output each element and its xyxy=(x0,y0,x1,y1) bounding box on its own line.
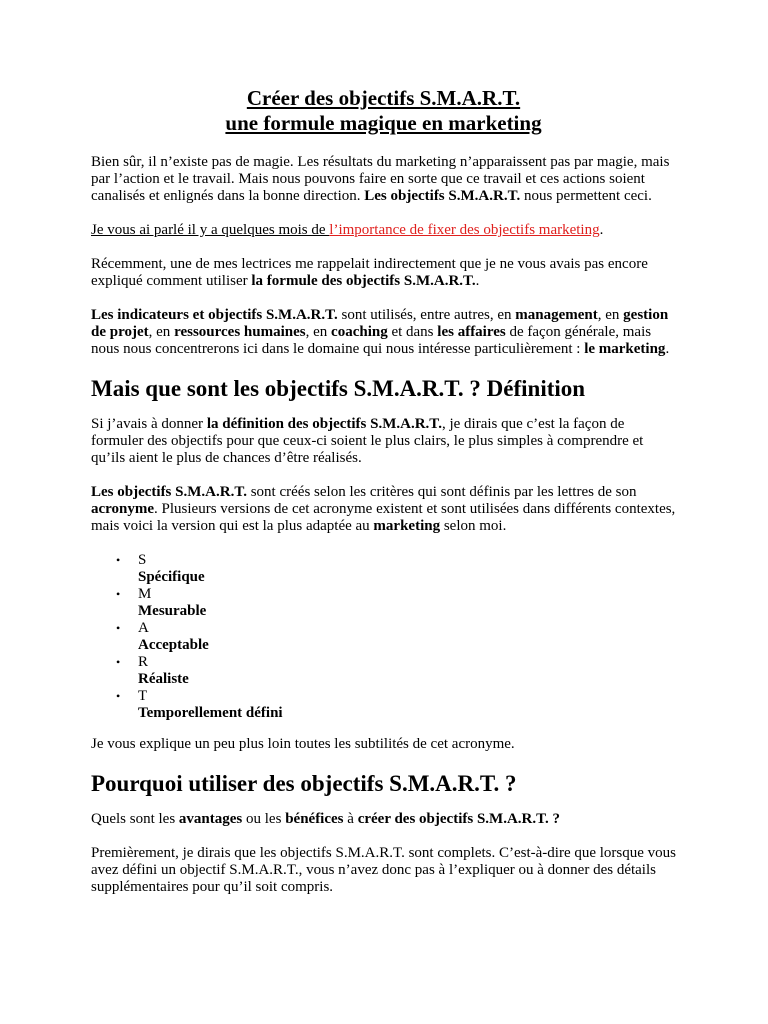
acronym-word: Mesurable xyxy=(138,603,207,619)
recent-text: Récemment, une de mes lectrices me rappelait indirectement que je ne vous avais pas encore expliqué comment utiliser xyxy=(91,256,648,289)
criteria-text-1: sont créés selon les critères qui sont définis par les lettres de son xyxy=(246,484,637,500)
indicators-text-6: de façon générale, mais nous nous concentrerons ici dans le domaine qui nous intéresse particulièrement : xyxy=(91,324,652,357)
indicators-text-4: , en xyxy=(305,324,332,340)
indicators-text-2: , en xyxy=(597,307,624,323)
smart-acronym-list xyxy=(91,552,676,722)
indicators-bold-7: le marketing xyxy=(584,341,666,357)
intro-bold: Les objectifs S.M.A.R.T. xyxy=(364,188,521,204)
title-line-1: Créer des objectifs S.M.A.R.T. xyxy=(246,86,521,110)
document-content xyxy=(91,86,676,913)
criteria-text-2: . Plusieurs versions de cet acronyme existent et sont utilisées dans différents contextes, mais voici la version qui est la plus adaptée au xyxy=(91,501,676,534)
definition-bold: la définition des objectifs S.M.A.R.T. xyxy=(206,416,442,432)
acronym-word: Spécifique xyxy=(138,569,205,585)
question-bold-2: bénéfices xyxy=(285,811,344,827)
bullet-icon: • xyxy=(116,655,121,669)
acronym-word: Acceptable xyxy=(138,637,209,653)
bullet-icon: • xyxy=(116,689,121,703)
list-item xyxy=(116,654,676,688)
bullet-icon: • xyxy=(116,587,121,601)
recent-paragraph xyxy=(91,256,676,290)
indicators-bold-5: coaching xyxy=(331,324,388,340)
question-text-2: ou les xyxy=(242,811,286,827)
acronym-letter: R xyxy=(138,654,149,670)
objectives-article-link[interactable]: l’importance de fixer des objectifs marketing xyxy=(329,222,600,238)
reference-text: Je vous ai parlé il y a quelques mois de xyxy=(91,222,330,238)
acronym-letter: T xyxy=(138,688,148,704)
reference-paragraph xyxy=(91,222,676,239)
indicators-bold-6: les affaires xyxy=(437,324,506,340)
criteria-bold-1: Les objectifs S.M.A.R.T. xyxy=(91,484,247,500)
indicators-text-1: sont utilisés, entre autres, en xyxy=(337,307,516,323)
bullet-icon: • xyxy=(116,621,121,635)
explain-paragraph: Je vous explique un peu plus loin toutes les subtilités de cet acronyme. xyxy=(91,736,515,752)
indicators-paragraph xyxy=(91,307,676,358)
reference-after: . xyxy=(599,222,604,238)
criteria-bold-3: marketing xyxy=(373,518,441,534)
indicators-text-3: , en xyxy=(148,324,175,340)
intro-after: nous permettent ceci. xyxy=(520,188,652,204)
question-paragraph xyxy=(91,811,676,828)
indicators-bold-1: Les indicateurs et objectifs S.M.A.R.T. xyxy=(91,307,338,323)
list-item xyxy=(116,688,676,722)
document-title xyxy=(91,86,676,136)
list-item xyxy=(116,586,676,620)
indicators-text-7: . xyxy=(665,341,670,357)
definition-paragraph xyxy=(91,416,676,467)
indicators-bold-4: ressources humaines xyxy=(174,324,306,340)
recent-bold: la formule des objectifs S.M.A.R.T. xyxy=(251,273,476,289)
indicators-bold-3: gestion de projet xyxy=(91,307,669,340)
recent-after: . xyxy=(475,273,480,289)
heading-why: Pourquoi utiliser des objectifs S.M.A.R.T. ? xyxy=(91,771,517,796)
definition-text-2: , je dirais que c’est la façon de formuler des objectifs pour que ceux-ci soient le plus clairs, le plus simples à comprendre et qu’ils aient le plus de chances d’être réalisés. xyxy=(91,416,644,466)
acronym-word: Réaliste xyxy=(138,671,189,687)
acronym-letter: A xyxy=(138,620,149,636)
intro-text: Bien sûr, il n’existe pas de magie. Les résultats du marketing n’apparaissent pas par magie, mais par l’action et le travail. Mais nous pouvons faire en sorte que ce travail et ces actions soient canalisés et enlignés dans la bonne direction. xyxy=(91,154,670,204)
list-item xyxy=(116,552,676,586)
bullet-icon: • xyxy=(116,553,121,567)
question-bold-1: avantages xyxy=(178,811,243,827)
indicators-text-5: et dans xyxy=(387,324,438,340)
criteria-paragraph xyxy=(91,484,676,535)
heading-definition: Mais que sont les objectifs S.M.A.R.T. ? Définition xyxy=(91,376,586,401)
question-text-1: Quels sont les xyxy=(91,811,179,827)
question-text-3: à xyxy=(343,811,358,827)
first-paragraph: Premièrement, je dirais que les objectifs S.M.A.R.T. sont complets. C’est-à-dire que lorsque vous avez défini un objectif S.M.A.R.T., vous n’avez donc pas à l’expliquer ou à donner des détails supplémentaires pour qu’il soit compris. xyxy=(91,845,677,895)
acronym-word: Temporellement défini xyxy=(138,705,283,721)
intro-paragraph xyxy=(91,154,676,205)
definition-text-1: Si j’avais à donner xyxy=(91,416,207,432)
acronym-letter: S xyxy=(138,552,147,568)
criteria-bold-2: acronyme xyxy=(91,501,155,517)
criteria-text-3: selon moi. xyxy=(440,518,507,534)
indicators-bold-2: management xyxy=(515,307,598,323)
acronym-letter: M xyxy=(138,586,152,602)
list-item xyxy=(116,620,676,654)
question-bold-3: créer des objectifs S.M.A.R.T. ? xyxy=(357,811,560,827)
title-line-2: une formule magique en marketing xyxy=(225,111,542,135)
